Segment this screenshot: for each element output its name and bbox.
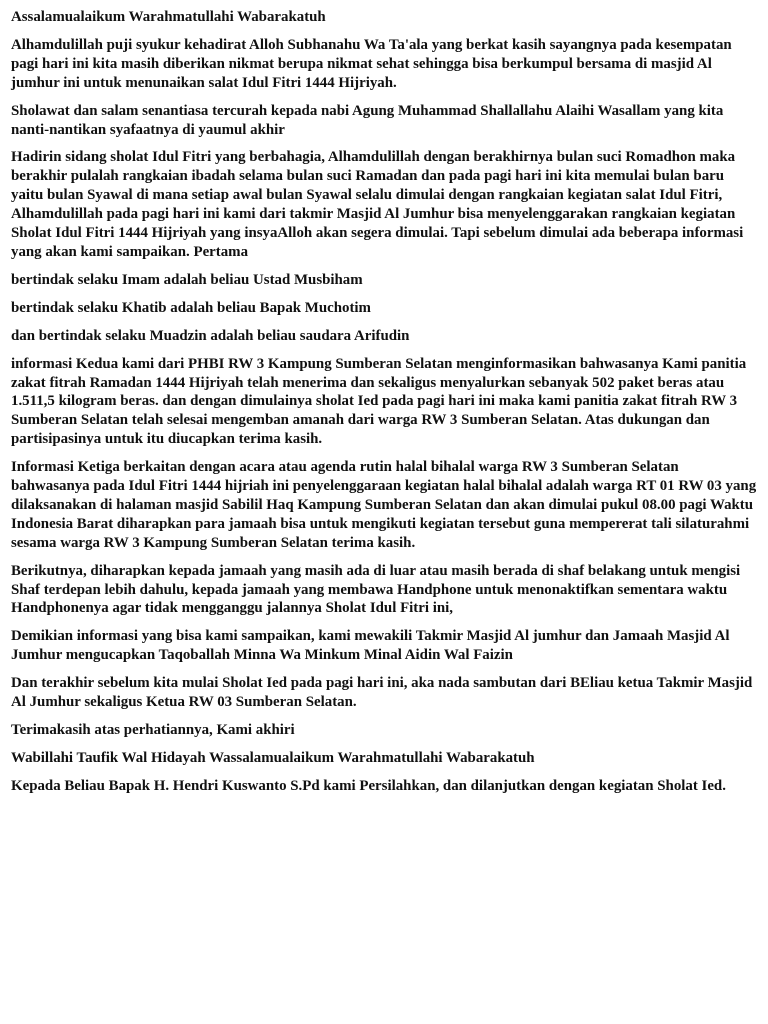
- paragraph-gratitude: Alhamdulillah puji syukur kehadirat Alloh Subhanahu Wa Ta'ala yang berkat kasih sayangnya pada kesempatan pagi hari ini kita masih diberikan nikmat berupa nikmat sehat sehingga bisa berkumpul bersama di masjid Al jumhur ini untuk menunaikan salat Idul Fitri 1444 Hijriyah.: [11, 36, 732, 91]
- paragraph-wassalam: Wabillahi Taufik Wal Hidayah Wassalamualaikum Warahmatullahi Wabarakatuh: [11, 749, 535, 766]
- greeting-opening: Assalamualaikum Warahmatullahi Wabarakatuh: [11, 9, 326, 25]
- paragraph-thanks: Terimakasih atas perhatiannya, Kami akhiri: [11, 722, 295, 738]
- document-page: [11, 8, 759, 805]
- paragraph-khatib: bertindak selaku Khatib adalah beliau Bapak Muchotim: [11, 299, 371, 316]
- paragraph-sholawat: Sholawat dan salam senantiasa tercurah kepada nabi Agung Muhammad Shallallahu Alaihi Wasallam yang kita nanti-nantikan syafaatnya di yaumul akhir: [11, 102, 724, 138]
- paragraph-introduction: Hadirin sidang sholat Idul Fitri yang berbahagia, Alhamdulillah dengan berakhirnya bulan suci Romadhon maka berakhir pulalah rangkaian ibadah selama bulan suci Ramadan dan pada pagi hari ini kita memulai bulan baru yaitu bulan Syawal di mana setiap awal bulan Syawal selalu dimulai dengan rangkaian kegiatan salat Idul Fitri, Alhamdulillah pada pagi hari ini kami dari takmir Masjid Al Jumhur bisa menyelenggarakan rangkaian kegiatan Sholat Idul Fitri 1444 Hijriyah yang insyaAlloh akan segera dimulai. Tapi sebelum dimulai ada beberapa informasi yang akan kami sampaikan. Pertama: [11, 149, 744, 260]
- paragraph-zakat-info: informasi Kedua kami dari PHBI RW 3 Kampung Sumberan Selatan menginformasikan bahwasanya Kami panitia zakat fitrah Ramadan 1444 Hijriyah telah menerima dan sekaligus menyalurkan sebanyak 502 paket beras atau 1.511,5 kilogram beras. dan dengan dimulainya sholat Ied pada pagi hari ini maka kami panitia zakat fitrah RW 3 Sumberan Selatan telah selesai mengemban amanah dari warga RW 3 Sumberan Selatan. Atas dukungan dan partisipasinya untuk itu diucapkan terima kasih.: [11, 355, 747, 448]
- paragraph-muadzin: dan bertindak selaku Muadzin adalah beliau saudara Arifudin: [11, 327, 410, 344]
- paragraph-sambutan: Dan terakhir sebelum kita mulai Sholat Ied pada pagi hari ini, aka nada sambutan dari BEliau ketua Takmir Masjid Al Jumhur sekaligus Ketua RW 03 Sumberan Selatan.: [11, 675, 753, 711]
- paragraph-invitation: Kepada Beliau Bapak H. Hendri Kuswanto S.Pd kami Persilahkan, dan dilanjutkan dengan kegiatan Sholat Ied.: [11, 777, 726, 794]
- paragraph-halal-bihalal-info: Informasi Ketiga berkaitan dengan acara atau agenda rutin halal bihalal warga RW 3 Sumberan Selatan bahwasanya pada Idul Fitri 1444 hijriah ini penyelenggaraan kegiatan halal bihalal adalah warga RT 01 RW 03 yang dilaksanakan di halaman masjid Sabilil Haq Kampung Sumberan Selatan dan akan dimulai pukul 08.00 pagi Waktu Indonesia Barat diharapkan para jamaah bisa untuk mengikuti kegiatan tersebut guna mempererat tali silaturahmi sesama warga RW 3 Kampung Sumberan Selatan terima kasih.: [11, 459, 757, 551]
- paragraph-imam: bertindak selaku Imam adalah beliau Ustad Musbiham: [11, 271, 363, 288]
- paragraph-shaf-handphone: Berikutnya, diharapkan kepada jamaah yang masih ada di luar atau masih berada di shaf belakang untuk mengisi Shaf terdepan lebih dahulu, kepada jamaah yang membawa Handphone untuk menonaktifkan sementara waktu Handphonenya agar tidak mengganggu jalannya Sholat Idul Fitri ini,: [11, 562, 741, 617]
- paragraph-closing-greeting: Demikian informasi yang bisa kami sampaikan, kami mewakili Takmir Masjid Al jumhur dan Jamaah Masjid Al Jumhur mengucapkan Taqoballah Minna Wa Minkum Minal Aidin Wal Faizin: [11, 628, 730, 664]
